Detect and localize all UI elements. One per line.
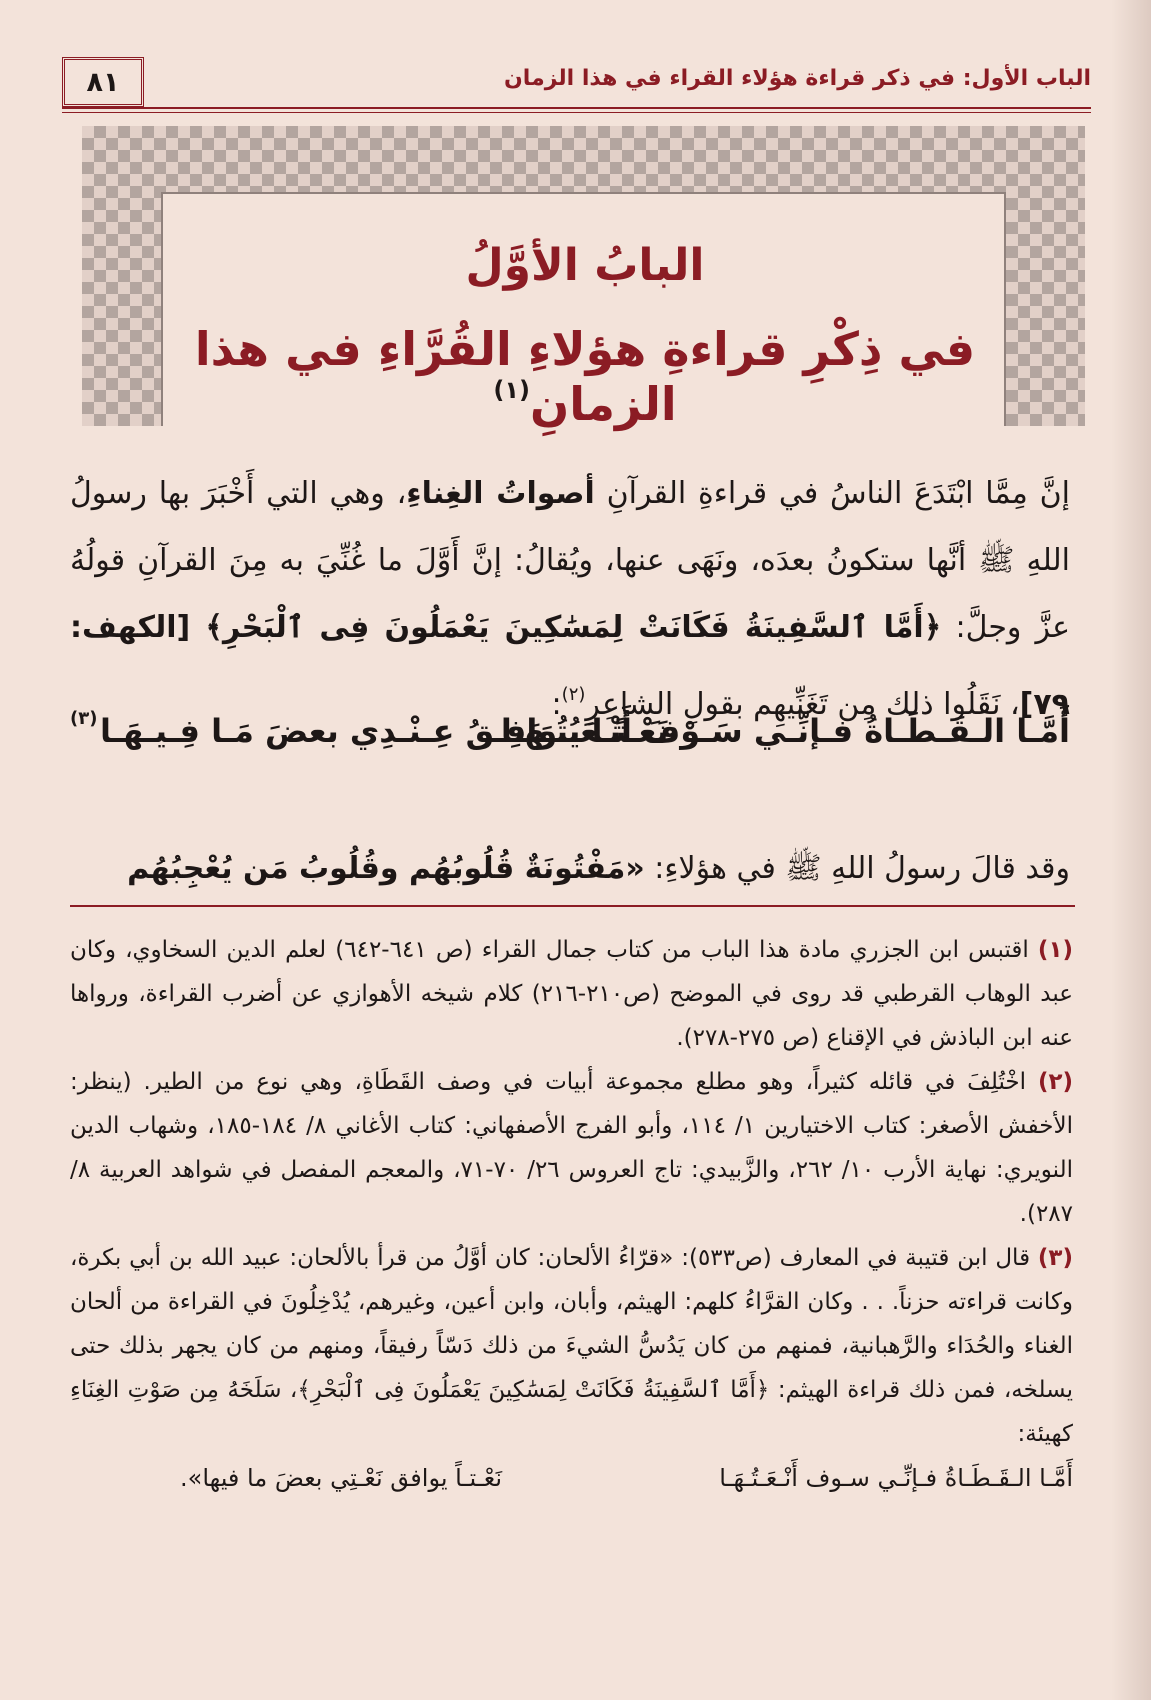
footnote-1	[70, 928, 1073, 1060]
footnote-number: (٢)	[1037, 1069, 1074, 1095]
footnote-3	[70, 1236, 1073, 1456]
footnote-2	[70, 1060, 1073, 1236]
footnote-number: (١)	[1037, 937, 1073, 963]
footnote-ref-2: (٢)	[561, 684, 586, 705]
chapter-subtitle	[160, 322, 1010, 431]
page-number: ٨١	[86, 66, 120, 98]
chapter-title: البابُ الأوَّلُ	[465, 240, 705, 291]
footnote-number: (٣)	[1037, 1245, 1073, 1271]
body-paragraph	[70, 460, 1070, 738]
p1-text-d: :	[551, 687, 562, 722]
p1-bold: أصواتُ الغِناءِ	[406, 476, 595, 511]
footnotes	[70, 928, 1073, 1500]
p1-text-b: ، وهي التي أَخْبَرَ بها رسولُ اللهِ ﷺ أنَّها ستكونُ بعدَه، ونَهَى عنها، ويُقالُ: إنَّ أَوَّلَ ما غُنِّيَ به مِنَ القرآنِ قولُهُ عزَّ وجلَّ:	[70, 476, 1071, 645]
header-rule	[62, 107, 1091, 109]
verse-first-hemistich: أَمَّـا الـقَـطَـاةُ فـإنِّـي سَـوْفَ أَنْـعَـتُـهَـا	[500, 712, 1070, 750]
p1-text-a: إنَّ مِمَّا ابْتَدَعَ الناسُ في قراءةِ القرآنِ	[594, 476, 1070, 511]
hadith-quote: «مَفْتُونَةٌ قُلُوبُهُم وقُلُوبُ مَن يُعْجِبُهُم	[127, 851, 645, 886]
footnote-text: اقتبس ابن الجزري مادة هذا الباب من كتاب جمال القراء (ص ٦٤١-٦٤٢) لعلم الدين السخاوي، وكان عبد الوهاب القرطبي قد روى في الموضح (ص٢١٠-٢١٦) كلام شيخه الأهوازي عن أضرب القراءة، ورواها عنه ابن الباذش في الإقناع (ص ٢٧٥-٢٧٨).	[70, 937, 1073, 1051]
footnote-text: قال ابن قتيبة في المعارف (ص٥٣٣): «قرّاءُ الألحان: كان أوَّلُ من قرأ بالألحان: عبيد الله بن أبي بكرة، وكانت قراءته حزناً. . . وكان القرَّاءُ كلهم: الهيثم، وأبان، وابن أعين، وغيرهم، يُدْخِلُونَ في القراءة من ألحان الغناء والحُدَاء والرَّهبانية، فمنهم من كان يَدُسُّ الشيءَ من ذلك دَسّاً رفيقاً، ومنهم من كان يجهر بذلك حتى يسلخه، فمن ذلك قراءة الهيثم: ﴿أَمَّا ٱلسَّفِينَةُ فَكَانَتْ لِمَسَٰكِينَ يَعْمَلُونَ فِى ٱلْبَحْرِ﴾، سَلَخَهُ مِن صَوْتِ الغِنَاءِ كهيئة:	[70, 1245, 1073, 1447]
hadith-intro: وقد قالَ رسولُ اللهِ ﷺ في هؤلاءِ:	[644, 851, 1070, 886]
quran-reference: [الكهف: ٧٩]	[70, 610, 1070, 722]
paragraph-1	[70, 460, 1070, 738]
footnote-ref-3: (٣)	[70, 708, 98, 729]
page-edge-shadow	[1111, 0, 1151, 1700]
poetry-verse	[70, 708, 1070, 762]
verse-second-hemistich: نَعْـتًـا يُـوَافِـقُ عِـنْـدِي بعضَ مَـا فِـيـهَـا	[100, 712, 669, 750]
footnote-verse	[70, 1456, 1073, 1500]
footnote-verse-second: نَعْـتـاً يوافق نَعْـتِي بعضَ ما فيها».	[180, 1464, 503, 1492]
footnote-verse-first: أَمَّـا الـقَـطَـاةُ فـإنِّـي سـوف أَنْـعَـتُـهَـا	[719, 1464, 1073, 1492]
footnote-separator	[70, 905, 1075, 907]
quran-quote: ﴿أَمَّا ٱلسَّفِينَةُ فَكَانَتْ لِمَسَٰكِينَ يَعْمَلُونَ فِى ٱلْبَحْرِ﴾	[205, 610, 942, 645]
p1-text-c: ، نَقَلُوا ذلك مِن تَغَنِّيهِم بقولِ الشاعِرِ	[585, 687, 1020, 722]
hadith-line	[70, 850, 1070, 893]
chapter-subtitle-note: (١)	[493, 376, 530, 404]
running-header-title: الباب الأول: في ذكر قراءة هؤلاء القراء في هذا الزمان	[504, 66, 1091, 91]
header-rule-thin	[62, 112, 1091, 113]
footnote-text: اخْتُلِفَ في قائله كثيراً، وهو مطلع مجموعة أبيات في وصف القَطَاةِ، وهي نوع من الطير. (ينظر: الأخفش الأصغر: كتاب الاختيارين ١/ ١١٤، وأبو الفرج الأصفهاني: كتاب الأغاني ٨/ ١٨٤-١٨٥، وشهاب الدين النويري: نهاية الأرب ١٠/ ٢٦٢، والزَّبيدي: تاج العروس ٢٦/ ٧٠-٧١، والمعجم المفصل في شواهد العربية ٨/ ٢٨٧).	[70, 1069, 1074, 1227]
page-number-box	[62, 57, 144, 107]
chapter-subtitle-text: في ذِكْرِ قراءةِ هؤلاءِ القُرَّاءِ في هذا الزمانِ	[194, 322, 976, 431]
